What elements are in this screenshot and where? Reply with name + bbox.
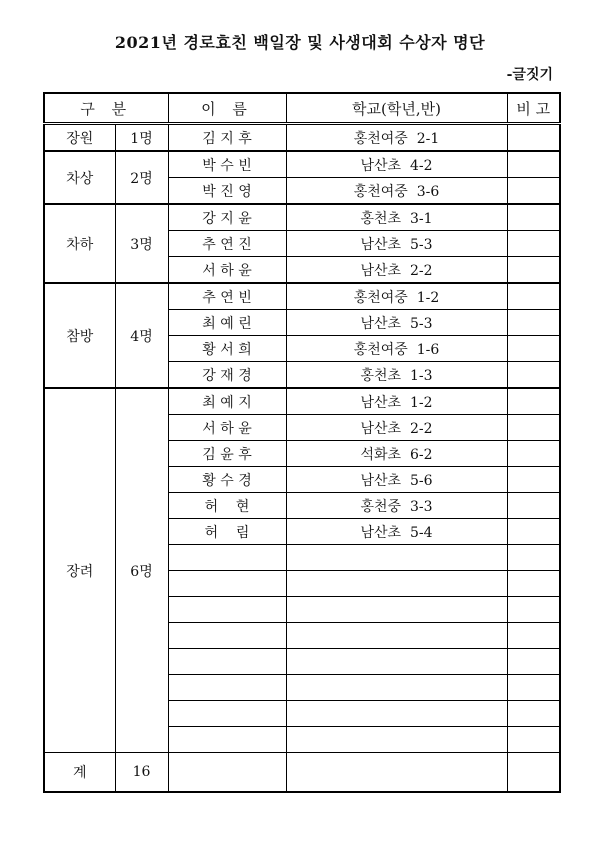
table-header-row xyxy=(44,93,560,124)
name-cell: 추 연 진 xyxy=(168,231,286,257)
name-cell xyxy=(168,545,286,571)
remarks-cell xyxy=(507,178,560,205)
school-cell xyxy=(286,545,507,571)
remarks-cell xyxy=(507,519,560,545)
total-label: 계 xyxy=(44,753,115,793)
school-cell: 홍천초 1-3 xyxy=(286,362,507,389)
school-cell: 남산초 1-2 xyxy=(286,388,507,415)
school-cell: 홍천초 3-1 xyxy=(286,204,507,231)
remarks-cell xyxy=(507,362,560,389)
count-cell: 1명 xyxy=(115,124,168,152)
category-cell: 차상 xyxy=(44,151,115,204)
name-cell: 김 지 후 xyxy=(168,124,286,152)
school-cell xyxy=(286,623,507,649)
name-cell xyxy=(168,701,286,727)
remarks-cell xyxy=(507,441,560,467)
category-cell: 장원 xyxy=(44,124,115,152)
name-cell: 추 연 빈 xyxy=(168,283,286,310)
school-cell: 홍천중 3-3 xyxy=(286,493,507,519)
header-category: 구 분 xyxy=(44,93,168,124)
name-cell xyxy=(168,649,286,675)
remarks-cell xyxy=(507,467,560,493)
school-cell: 남산초 5-3 xyxy=(286,310,507,336)
school-cell: 남산초 5-4 xyxy=(286,519,507,545)
document-title: 2021년 경로효친 백일장 및 사생대회 수상자 명단 xyxy=(114,33,486,52)
school-cell: 홍천여중 3-6 xyxy=(286,178,507,205)
remarks-cell xyxy=(507,701,560,727)
name-cell: 김 윤 후 xyxy=(168,441,286,467)
school-cell xyxy=(286,649,507,675)
category-cell: 차하 xyxy=(44,204,115,283)
count-cell: 6명 xyxy=(115,388,168,753)
school-cell xyxy=(286,701,507,727)
school-cell: 남산초 5-6 xyxy=(286,467,507,493)
remarks-cell xyxy=(507,545,560,571)
name-cell xyxy=(168,597,286,623)
remarks-cell xyxy=(507,336,560,362)
total-row xyxy=(44,753,560,793)
school-cell: 남산초 2-2 xyxy=(286,257,507,284)
name-cell: 서 하 윤 xyxy=(168,415,286,441)
table-row xyxy=(44,124,560,152)
remarks-cell xyxy=(507,415,560,441)
name-cell xyxy=(168,571,286,597)
table-row xyxy=(44,388,560,415)
name-cell: 박 진 영 xyxy=(168,178,286,205)
school-cell xyxy=(286,675,507,701)
total-remarks-cell xyxy=(507,753,560,793)
remarks-cell xyxy=(507,257,560,284)
school-cell: 남산초 2-2 xyxy=(286,415,507,441)
school-cell: 남산초 5-3 xyxy=(286,231,507,257)
remarks-cell xyxy=(507,231,560,257)
table-row xyxy=(44,151,560,178)
name-cell xyxy=(168,675,286,701)
total-name-cell xyxy=(168,753,286,793)
category-cell: 참방 xyxy=(44,283,115,388)
total-count: 16 xyxy=(115,753,168,793)
name-cell: 허 림 xyxy=(168,519,286,545)
name-cell: 박 수 빈 xyxy=(168,151,286,178)
table-body xyxy=(44,124,560,753)
count-cell: 2명 xyxy=(115,151,168,204)
school-cell: 홍천여중 1-2 xyxy=(286,283,507,310)
name-cell: 최 예 지 xyxy=(168,388,286,415)
document-subtitle: -글짓기 xyxy=(506,67,553,83)
name-cell: 서 하 윤 xyxy=(168,257,286,284)
name-cell xyxy=(168,623,286,649)
school-cell: 홍천여중 1-6 xyxy=(286,336,507,362)
remarks-cell xyxy=(507,493,560,519)
table-row xyxy=(44,283,560,310)
remarks-cell xyxy=(507,623,560,649)
school-cell: 홍천여중 2-1 xyxy=(286,124,507,152)
header-school: 학교(학년,반) xyxy=(286,93,507,124)
name-cell: 강 지 윤 xyxy=(168,204,286,231)
remarks-cell xyxy=(507,124,560,152)
category-cell: 장려 xyxy=(44,388,115,753)
remarks-cell xyxy=(507,571,560,597)
header-name: 이 름 xyxy=(168,93,286,124)
remarks-cell xyxy=(507,204,560,231)
remarks-cell xyxy=(507,283,560,310)
header-remarks: 비 고 xyxy=(507,93,560,124)
school-cell xyxy=(286,571,507,597)
school-cell: 남산초 4-2 xyxy=(286,151,507,178)
remarks-cell xyxy=(507,151,560,178)
name-cell: 황 서 희 xyxy=(168,336,286,362)
school-cell xyxy=(286,727,507,753)
remarks-cell xyxy=(507,388,560,415)
remarks-cell xyxy=(507,597,560,623)
name-cell: 최 예 린 xyxy=(168,310,286,336)
count-cell: 4명 xyxy=(115,283,168,388)
total-school-cell xyxy=(286,753,507,793)
name-cell: 강 재 경 xyxy=(168,362,286,389)
name-cell xyxy=(168,727,286,753)
remarks-cell xyxy=(507,727,560,753)
name-cell: 허 현 xyxy=(168,493,286,519)
count-cell: 3명 xyxy=(115,204,168,283)
school-cell xyxy=(286,597,507,623)
school-cell: 석화초 6-2 xyxy=(286,441,507,467)
table-row xyxy=(44,204,560,231)
name-cell: 황 수 경 xyxy=(168,467,286,493)
remarks-cell xyxy=(507,310,560,336)
remarks-cell xyxy=(507,675,560,701)
remarks-cell xyxy=(507,649,560,675)
awardee-table xyxy=(43,92,561,793)
